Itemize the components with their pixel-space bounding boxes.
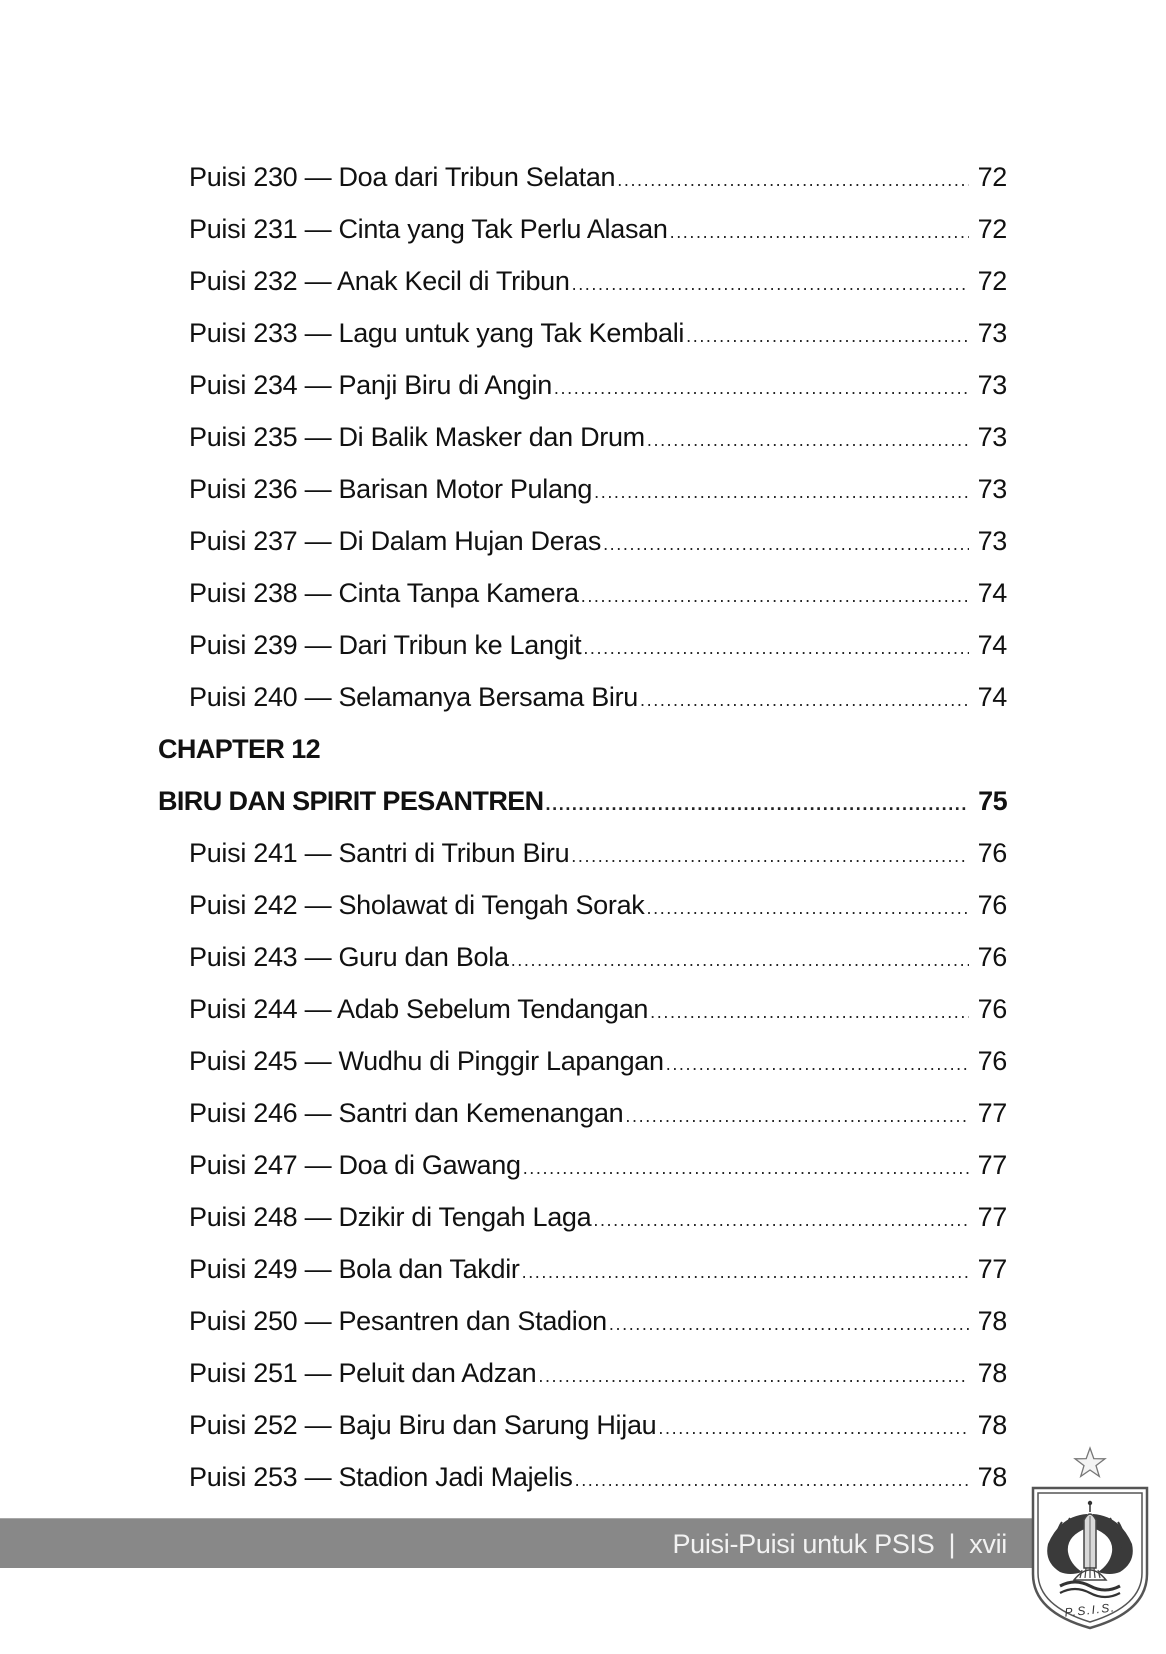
page-footer (0, 1518, 1033, 1568)
dot-leader (554, 368, 969, 408)
dot-leader (625, 1096, 969, 1136)
dot-leader (538, 1356, 969, 1396)
toc-entry-page: 73 (977, 318, 1007, 348)
toc-entry-page: 78 (977, 1358, 1007, 1388)
running-footer (672, 1519, 1007, 1569)
toc-entry[interactable] (189, 261, 1007, 301)
toc-entry[interactable] (189, 625, 1007, 665)
dot-leader (523, 1148, 969, 1188)
toc-entry-title: Puisi 234 — Panji Biru di Angin (189, 370, 552, 400)
toc-entry-title: Puisi 248 — Dzikir di Tengah Laga (189, 1202, 592, 1232)
toc-entry-page: 77 (977, 1254, 1007, 1284)
star-icon (1075, 1448, 1105, 1476)
toc-entry-title: Puisi 232 — Anak Kecil di Tribun (189, 266, 570, 296)
toc-entry[interactable] (189, 573, 1007, 613)
toc-entry-title: Puisi 239 — Dari Tribun ke Langit (189, 630, 582, 660)
dot-leader (658, 1408, 969, 1448)
toc-entry[interactable] (189, 1353, 1007, 1393)
toc-entry[interactable] (189, 209, 1007, 249)
toc-entry-title: Puisi 245 — Wudhu di Pinggir Lapangan (189, 1046, 664, 1076)
toc-entry[interactable] (189, 1301, 1007, 1341)
dot-leader (640, 680, 969, 720)
dot-leader (647, 420, 969, 460)
dot-leader (571, 836, 969, 876)
toc-entry-page: 77 (977, 1202, 1007, 1232)
toc-entry-page: 73 (977, 474, 1007, 504)
dot-leader (609, 1304, 969, 1344)
toc-entry[interactable] (189, 989, 1007, 1029)
dot-leader (594, 472, 969, 512)
toc-entry-page: 72 (977, 266, 1007, 296)
toc-entry[interactable] (189, 937, 1007, 977)
toc-entry[interactable] (189, 469, 1007, 509)
crest-text: P.S.I.S. (1063, 1600, 1117, 1620)
book-title: Puisi-Puisi untuk PSIS (672, 1529, 935, 1559)
page-number: xvii (969, 1529, 1007, 1559)
toc-entry-title: Puisi 233 — Lagu untuk yang Tak Kembali (189, 318, 685, 348)
toc-entry-page: 76 (977, 942, 1007, 972)
toc-entry[interactable] (189, 1093, 1007, 1133)
dot-leader (511, 940, 969, 980)
toc-entry[interactable] (189, 157, 1007, 197)
dot-leader (546, 784, 969, 824)
toc-entry-page: 74 (977, 578, 1007, 608)
toc-entry-page: 73 (977, 526, 1007, 556)
toc-entry-title: Puisi 235 — Di Balik Masker dan Drum (189, 422, 645, 452)
toc-entry-title: Puisi 253 — Stadion Jadi Majelis (189, 1462, 573, 1492)
toc-entry[interactable] (189, 313, 1007, 353)
toc-entry-title: Puisi 246 — Santri dan Kemenangan (189, 1098, 624, 1128)
dot-leader (572, 264, 969, 304)
chapter-number: CHAPTER 12 (158, 734, 321, 764)
toc-entry-page: 78 (977, 1410, 1007, 1440)
dot-leader (583, 628, 969, 668)
dot-leader (647, 888, 970, 928)
dot-leader (522, 1252, 969, 1292)
chapter-title: BIRU DAN SPIRIT PESANTREN (158, 786, 544, 816)
toc-entry[interactable] (189, 1405, 1007, 1445)
toc-entry-title: Puisi 249 — Bola dan Takdir (189, 1254, 520, 1284)
toc-entry-page: 76 (977, 994, 1007, 1024)
dot-leader (603, 524, 969, 564)
toc-entry[interactable] (189, 1145, 1007, 1185)
dot-leader (617, 160, 969, 200)
toc-entry-page: 76 (977, 838, 1007, 868)
toc-entry-title: Puisi 230 — Doa dari Tribun Selatan (189, 162, 616, 192)
toc-entry-page: 73 (977, 422, 1007, 452)
toc-entry-title: Puisi 247 — Doa di Gawang (189, 1150, 521, 1180)
toc-entry-page: 76 (977, 1046, 1007, 1076)
toc-entry-title: Puisi 238 — Cinta Tanpa Kamera (189, 578, 579, 608)
toc-entry-page: 77 (977, 1098, 1007, 1128)
toc-entry[interactable] (189, 1041, 1007, 1081)
chapter-label (158, 729, 1007, 769)
toc-entry-title: Puisi 231 — Cinta yang Tak Perlu Alasan (189, 214, 668, 244)
toc-entry-title: Puisi 250 — Pesantren dan Stadion (189, 1306, 607, 1336)
toc-entry[interactable] (189, 1197, 1007, 1237)
toc-entry-title: Puisi 251 — Peluit dan Adzan (189, 1358, 537, 1388)
toc-entry-title: Puisi 237 — Di Dalam Hujan Deras (189, 526, 602, 556)
toc-entry-page: 72 (977, 162, 1007, 192)
toc-entry[interactable] (189, 833, 1007, 873)
dot-leader (666, 1044, 969, 1084)
toc-entry[interactable] (189, 1457, 1007, 1497)
dot-leader (670, 212, 969, 252)
toc-entry-page: 72 (977, 214, 1007, 244)
toc-entry[interactable] (189, 677, 1007, 717)
toc-entry-title: Puisi 252 — Baju Biru dan Sarung Hijau (189, 1410, 657, 1440)
toc-entry[interactable] (189, 417, 1007, 457)
chapter-heading[interactable] (158, 781, 1007, 821)
toc-entry-title: Puisi 240 — Selamanya Bersama Biru (189, 682, 639, 712)
toc-entry-title: Puisi 242 — Sholawat di Tengah Sorak (189, 890, 645, 920)
toc-entry-page: 76 (977, 890, 1007, 920)
toc-entry-page: 78 (977, 1306, 1007, 1336)
toc-entry-page: 77 (977, 1150, 1007, 1180)
psis-crest-logo (1030, 1444, 1150, 1632)
toc-entry-title: Puisi 241 — Santri di Tribun Biru (189, 838, 570, 868)
toc-entry-title: Puisi 243 — Guru dan Bola (189, 942, 509, 972)
dot-leader (575, 1460, 969, 1500)
dot-leader (686, 316, 969, 356)
toc-entry[interactable] (189, 1249, 1007, 1289)
toc-entry-page: 74 (977, 682, 1007, 712)
toc-entry-page: 74 (977, 630, 1007, 660)
toc-entry-page: 73 (977, 370, 1007, 400)
dot-leader (593, 1200, 969, 1240)
toc-entry[interactable] (189, 521, 1007, 561)
toc-entry[interactable] (189, 365, 1007, 405)
toc-entry-page: 78 (977, 1462, 1007, 1492)
toc-entry-title: Puisi 244 — Adab Sebelum Tendangan (189, 994, 649, 1024)
toc-entry[interactable] (189, 885, 1007, 925)
toc-entry-title: Puisi 236 — Barisan Motor Pulang (189, 474, 593, 504)
dot-leader (581, 576, 969, 616)
dot-leader (650, 992, 969, 1032)
chapter-page: 75 (978, 786, 1007, 816)
footer-separator: | (948, 1529, 956, 1559)
